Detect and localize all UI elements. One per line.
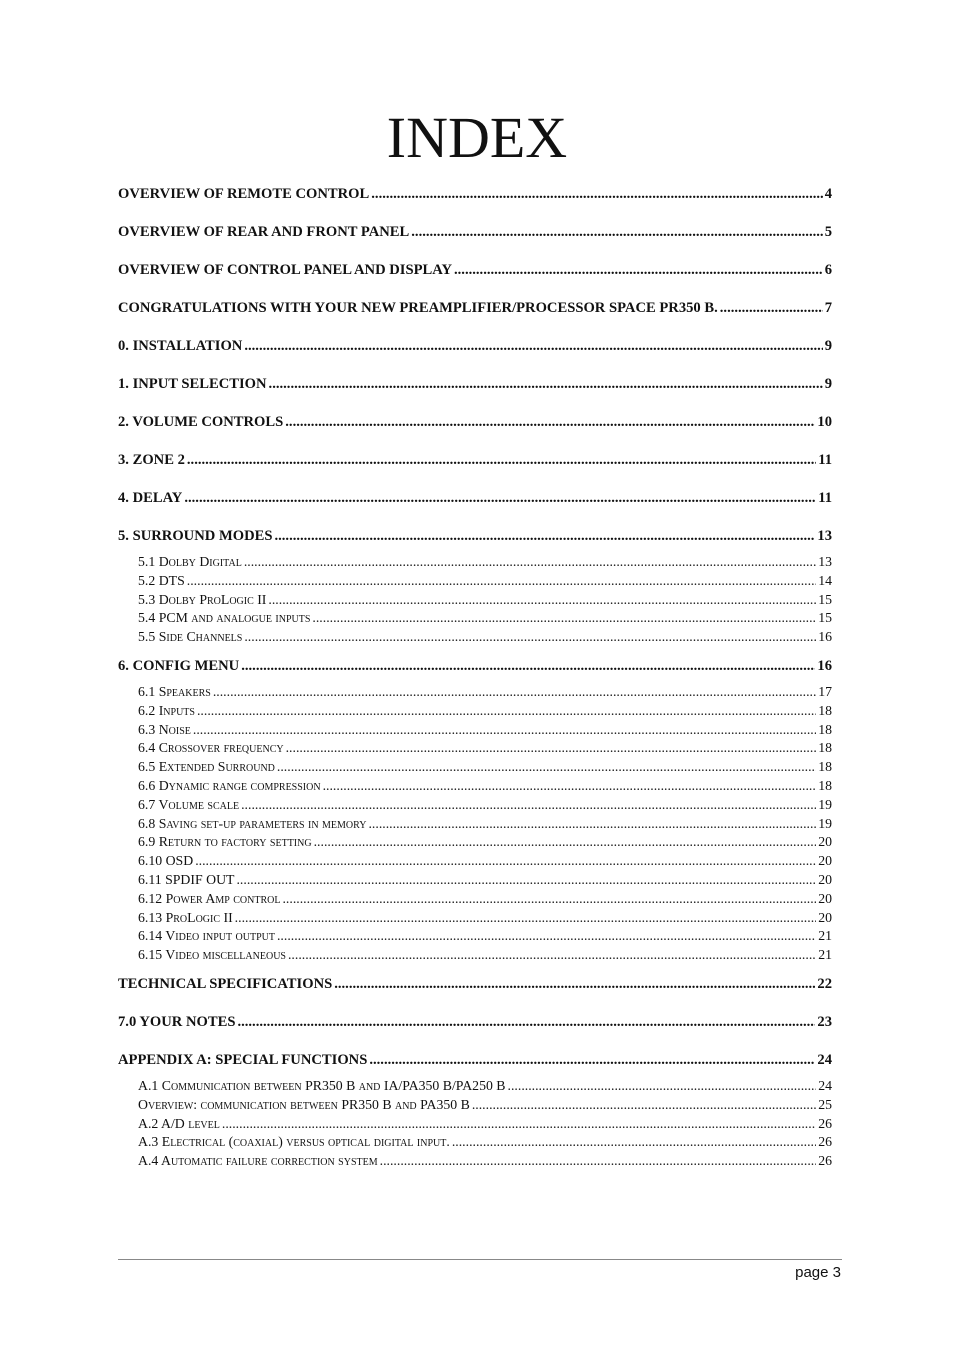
toc-page-number: 20 [818,834,832,850]
toc-subentry[interactable] [118,628,832,647]
dot-leader [269,374,823,394]
toc-entry-label: 6.3 Noise [138,721,191,737]
dot-leader [282,890,816,909]
toc-page-number: 10 [817,414,832,430]
toc-entry-label: 5.2 DTS [138,572,185,588]
toc-entry-label: 5. SURROUND MODES [118,528,273,544]
toc-page-number: 6 [824,262,832,278]
toc-entry[interactable] [118,184,832,204]
toc-page-number: 18 [818,721,832,737]
dot-leader [411,222,822,242]
dot-leader [454,260,823,280]
dot-leader [323,777,817,796]
toc-page-number: 21 [818,928,832,944]
toc-entry-label: Overview: communication between PR350 B and PA350 B [138,1096,470,1112]
toc-entry-label: 6.14 Video input output [138,928,275,944]
toc-entry-label: 6.15 Video miscellaneous [138,947,286,963]
dot-leader [236,871,816,890]
toc-subentry[interactable] [118,1050,832,1070]
toc-page-number: 20 [818,871,832,887]
toc-entry-label: 3. ZONE 2 [118,452,185,468]
toc-entry[interactable] [118,412,832,432]
toc-page-number: 16 [818,629,832,645]
toc-page-number: 4 [824,186,832,202]
dot-leader [235,909,817,928]
table-of-contents [118,184,832,1180]
toc-entry[interactable] [118,974,832,994]
toc-page-number: 19 [818,796,832,812]
toc-entry-label: 6. CONFIG MENU [118,657,240,674]
dot-leader [222,1115,816,1134]
dot-leader [237,1012,815,1032]
toc-page-number: 14 [818,572,832,588]
toc-subentry[interactable] [118,1077,832,1096]
toc-subentry[interactable] [118,1152,832,1171]
dot-leader [720,298,823,318]
dot-leader [195,852,816,871]
toc-entry-label: 7.0 YOUR NOTES [118,1013,236,1030]
toc-page-number: 15 [818,591,832,607]
toc-subentry[interactable] [118,815,832,834]
page-title: INDEX [386,105,568,170]
toc-entry-label: 6.13 ProLogic II [138,909,233,925]
toc-entry-label: A.1 Communication between PR350 B and IA/PA350 B/PA250 B [138,1077,506,1093]
toc-subentry[interactable] [118,721,832,740]
toc-page-number: 26 [818,1153,832,1169]
toc-page-number: 9 [824,338,832,354]
toc-entry-label: 6.9 Return to factory setting [138,834,312,850]
toc-page-number: 21 [818,947,832,963]
dot-leader [187,572,816,591]
toc-entry[interactable] [118,450,832,470]
toc-page-number: 26 [818,1115,832,1131]
toc-entry-label: 6.1 Speakers [138,683,211,699]
toc-subentry[interactable] [118,927,832,946]
toc-entry-label: A.4 Automatic failure correction system [138,1153,378,1169]
toc-page-number: 20 [818,853,832,869]
toc-page-number: 20 [818,890,832,906]
toc-entry-label: 5.1 Dolby Digital [138,554,242,569]
toc-page-number: 11 [818,452,832,468]
dot-leader [368,815,816,834]
toc-entry-label: 2. VOLUME CONTROLS [118,414,284,430]
dot-leader [288,946,816,965]
toc-page-number: 18 [818,740,832,756]
toc-entry-label: 6.4 Crossover frequency [138,740,284,756]
toc-entry[interactable] [118,336,832,356]
toc-page-number: 26 [818,1134,832,1150]
toc-subentry[interactable] [118,1133,832,1152]
toc-page-number: 15 [818,610,832,626]
toc-entry-label: 6.2 Inputs [138,702,195,718]
toc-entry-label: 5.5 Side Channels [138,629,243,645]
toc-entry[interactable] [118,260,832,280]
dot-leader [197,702,816,721]
toc-page-number: 19 [818,815,832,831]
toc-page-number: 24 [818,1077,832,1093]
toc-entry-label: OVERVIEW OF CONTROL PANEL AND DISPLAY [118,262,452,278]
dot-leader [286,739,817,758]
toc-entry-label: A.2 A/D level [138,1115,220,1131]
toc-entry-label: OVERVIEW OF REAR AND FRONT PANEL [118,224,410,240]
toc-page-number: 13 [818,554,832,569]
toc-page-number: 24 [817,1051,832,1068]
toc-entry[interactable] [118,222,832,242]
toc-subentry[interactable] [118,591,832,610]
toc-entry-label: 6.8 Saving set-up parameters in memory [138,815,367,831]
toc-entry-label: 4. DELAY [118,490,183,506]
dot-leader [277,927,816,946]
toc-entry-label: APPENDIX A: SPECIAL FUNCTIONS [118,1051,368,1068]
dot-leader [187,450,816,470]
toc-page-number: 18 [818,759,832,775]
toc-entry[interactable] [118,374,832,394]
toc-subentry[interactable] [118,871,832,890]
toc-subentry[interactable] [118,833,832,852]
toc-entry-label: 5.4 PCM and analogue inputs [138,610,311,626]
page-number: page 3 [795,1264,841,1281]
toc-page-number: 13 [817,528,832,544]
toc-entry[interactable] [118,488,832,508]
toc-subentry[interactable] [118,526,832,546]
toc-entry-label: 6.12 Power Amp control [138,890,281,906]
dot-leader [184,488,816,508]
dot-leader [508,1077,817,1096]
toc-subentry[interactable] [118,609,832,628]
toc-entry-label: A.3 Electrical (coaxial) versus optical digital input. [138,1134,450,1150]
toc-page-number: 5 [824,224,832,240]
dot-leader [244,336,822,356]
dot-leader [380,1152,817,1171]
toc-subentry[interactable] [118,909,832,928]
toc-entry-label: OVERVIEW OF REMOTE CONTROL [118,186,370,202]
toc-subentry[interactable] [118,852,832,871]
toc-page-number: 17 [818,683,832,699]
toc-subentry[interactable] [118,777,832,796]
dot-leader [312,609,816,628]
dot-leader [241,796,816,815]
dot-leader [452,1133,816,1152]
toc-page-number: 23 [817,1013,832,1030]
dot-leader [241,656,815,676]
toc-page-number: 22 [817,975,832,992]
toc-subentry[interactable] [118,739,832,758]
toc-entry-label: 5.3 Dolby ProLogic II [138,591,267,607]
toc-page-number: 18 [818,777,832,793]
toc-entry-label: 6.6 Dynamic range compression [138,777,321,793]
toc-subentry[interactable] [118,553,832,572]
dot-leader [268,591,816,610]
toc-subentry[interactable] [118,656,832,676]
toc-entry-label: 6.11 SPDIF OUT [138,871,235,887]
toc-subentry[interactable] [118,572,832,591]
toc-subentry[interactable] [118,702,832,721]
dot-leader [244,628,816,647]
dot-leader [472,1096,816,1115]
dot-leader [193,721,816,740]
toc-entry[interactable] [118,1012,832,1032]
dot-leader [213,683,816,702]
toc-entry-label: 1. INPUT SELECTION [118,376,267,392]
toc-subentry[interactable] [118,758,832,777]
toc-subentry[interactable] [118,1096,832,1115]
toc-page-number: 9 [824,376,832,392]
toc-page-number: 7 [824,300,832,316]
toc-page-number: 25 [818,1096,832,1112]
toc-subentry[interactable] [118,1115,832,1134]
toc-page-number: 20 [818,909,832,925]
toc-page-number: 11 [818,490,832,506]
toc-entry-label: 6.10 OSD [138,853,194,869]
toc-subentry[interactable] [118,796,832,815]
toc-entry-label: CONGRATULATIONS WITH YOUR NEW PREAMPLIFIER/PROCESSOR SPACE PR350 B. [118,300,718,316]
toc-subentry[interactable] [118,890,832,909]
toc-entry-label: 6.5 Extended Surround [138,759,275,775]
toc-entry-label: 6.7 Volume scale [138,796,240,812]
toc-page-number: 16 [817,657,832,674]
dot-leader [277,758,816,777]
dot-leader [285,412,815,432]
dot-leader [334,974,815,994]
footer-divider [118,1259,842,1260]
dot-leader [314,833,817,852]
toc-subentry[interactable] [118,683,832,702]
toc-entry[interactable] [118,298,832,318]
dot-leader [274,526,815,546]
dot-leader [371,184,822,204]
toc-entry-label: 0. INSTALLATION [118,338,243,354]
dot-leader [369,1050,815,1070]
dot-leader [244,553,816,572]
toc-entry-label: TECHNICAL SPECIFICATIONS [118,975,333,992]
toc-subentry[interactable] [118,946,832,965]
toc-page-number: 18 [818,702,832,718]
